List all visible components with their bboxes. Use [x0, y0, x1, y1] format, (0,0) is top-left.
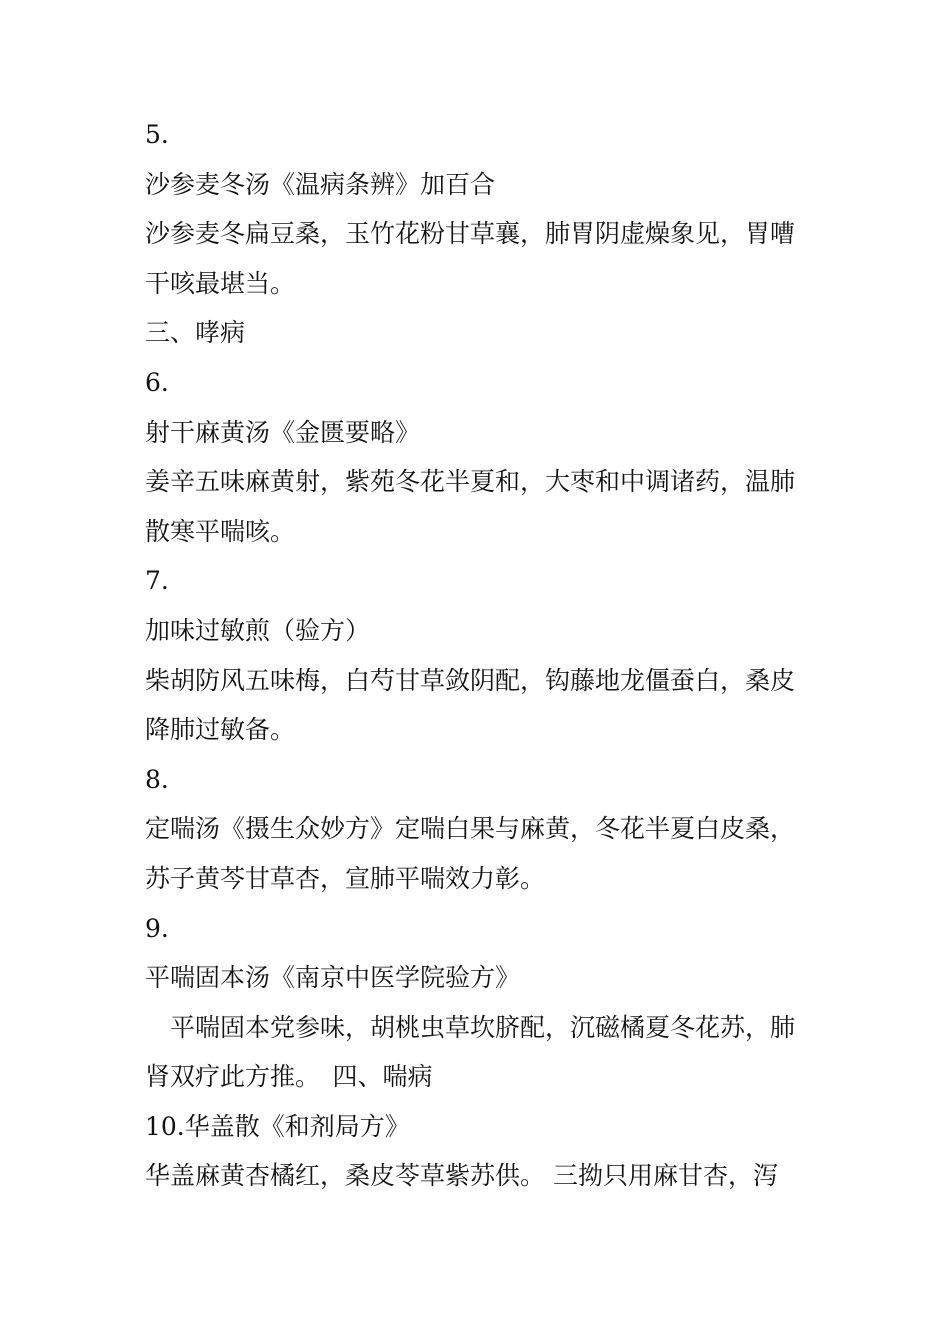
formula-verse-line: 肾双疗此方推。 四、喘病	[145, 1062, 433, 1092]
section-heading-xiao-bing: 三、哮病	[145, 318, 246, 348]
formula-title-pingchuan-guben: 平喘固本汤《南京中医学院验方》	[145, 963, 521, 993]
formula-verse-line: 降肺过敏备。	[145, 715, 296, 745]
formula-title-shegan-mahuang: 射干麻黄汤《金匮要略》	[145, 417, 421, 447]
section-number-7: 7.	[145, 566, 169, 596]
section-number-6: 6.	[145, 367, 169, 397]
formula-title-huagai: 10.华盖散《和剂局方》	[145, 1111, 410, 1141]
formula-title-dingchuan: 定喘汤《摄生众妙方》定喘白果与麻黄，冬花半夏白皮桑，	[145, 814, 796, 844]
formula-verse-line: 柴胡防风五味梅，白芍甘草敛阴配，钩藤地龙僵蚕白，桑皮	[145, 665, 796, 695]
section-number-5: 5.	[145, 120, 169, 149]
formula-title-shashen-maidong: 沙参麦冬汤《温病条辨》加百合	[145, 169, 496, 199]
formula-verse-line: 苏子黄芩甘草杏，宣肺平喘效力彰。	[145, 863, 546, 893]
formula-verse-line: 干咳最堪当。	[145, 268, 296, 298]
section-number-9: 9.	[145, 913, 169, 943]
formula-title-jiawei-guomin: 加味过敏煎（验方）	[145, 615, 371, 645]
section-number-8: 8.	[145, 764, 169, 794]
formula-verse-line: 散寒平喘咳。	[145, 516, 296, 546]
formula-verse-line: 姜辛五味麻黄射，紫苑冬花半夏和，大枣和中调诸药，温肺	[145, 467, 796, 497]
formula-verse-line: 华盖麻黄杏橘红，桑皮苓草紫苏供。 三拗只用麻甘杏，泻	[145, 1161, 778, 1191]
document-body	[145, 110, 815, 1201]
formula-verse-line: 沙参麦冬扁豆桑，玉竹花粉甘草襄，肺胃阴虚燥象见，胃嘈	[145, 219, 796, 249]
formula-verse-line: 平喘固本党参味，胡桃虫草坎脐配，沉磁橘夏冬花苏，肺	[145, 1012, 796, 1042]
